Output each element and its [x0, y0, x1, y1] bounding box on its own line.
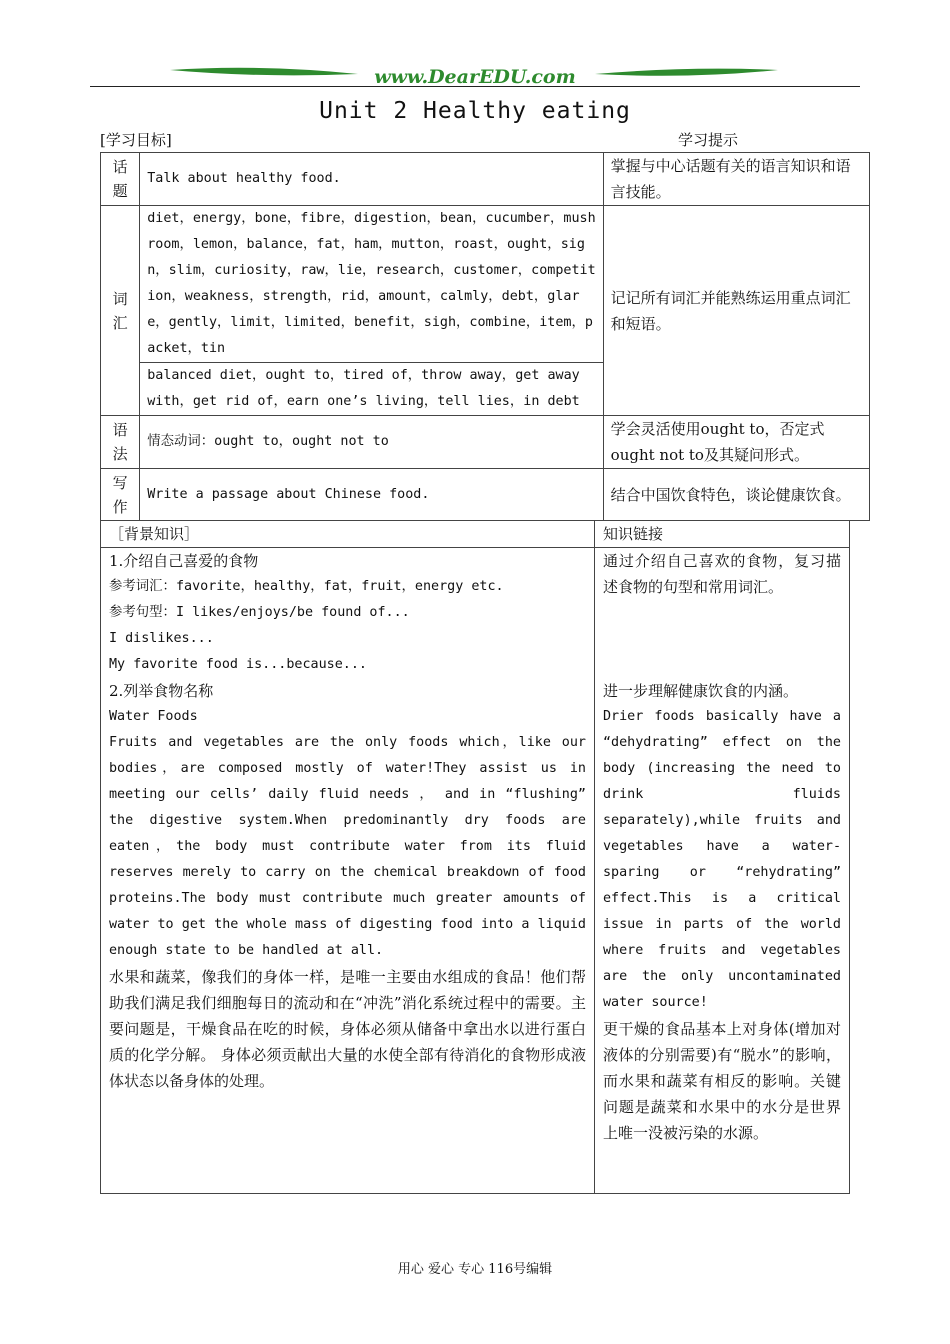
background-content: [101, 548, 595, 1194]
page-title: Unit 2 Healthy eating: [319, 98, 631, 124]
table-row: [101, 469, 870, 521]
links-content: [595, 548, 850, 1194]
section-2-chinese-text: 水果和蔬菜，像我们的身体一样，是唯一主要由水组成的食品！他们帮助我们满足我们细胞每日的流动和在“冲洗”消化系统过程中的需要。主要问题是，干燥食品在吃的时候，身体必须从储备中拿出水以进行蛋白质的化学分解。 身体必须贡献出大量的水使全部有待消化的食物形成液体状态以备身体的处理。: [109, 968, 586, 1090]
banner-swoosh-right: [595, 69, 778, 76]
label-tips: 学习提示: [678, 131, 739, 149]
section-1-line: My favorite food is...because...: [109, 657, 367, 672]
links-header: 知识链接: [595, 521, 850, 548]
category-cell: 话 题: [101, 153, 140, 206]
link-2-chinese-text: 更干燥的食品基本上对身体(增加对液体的分别需要)有“脱水”的影响，而水果和蔬菜有相反的影响。关键问题是蔬菜和水果中的水分是世界上唯一没被污染的水源。: [603, 1020, 841, 1142]
section-1-line: I dislikes...: [109, 631, 214, 646]
content-cell: Write a passage about Chinese food.: [140, 469, 603, 521]
site-banner-logo: [90, 62, 860, 92]
table-row: [101, 548, 850, 1194]
section-1-title: 1.介绍自己喜爱的食物: [109, 552, 259, 570]
link-2-title: 进一步理解健康饮食的内涵。: [603, 682, 799, 700]
background-header: ［背景知识］: [101, 521, 595, 548]
content-cell: balanced diet，ought to，tired of，throw away，get away with，get rid of，earn one’s living，tell lies，in debt: [140, 363, 603, 416]
header-rule: [90, 86, 860, 87]
section-2-title: 2.列举食物名称: [109, 682, 214, 700]
tip-cell: 记记所有词汇并能熟练运用重点词汇和短语。: [603, 206, 869, 416]
category-cell: 词 汇: [101, 206, 140, 416]
section-2-subtitle: Water Foods: [109, 709, 198, 724]
category-cell: 语 法: [101, 416, 140, 469]
table-row: [101, 416, 870, 469]
tip-cell: 结合中国饮食特色，谈论健康饮食。: [603, 469, 869, 521]
background-table: [100, 520, 850, 1194]
table-row: [101, 153, 870, 206]
content-cell: diet，energy，bone，fibre，digestion，bean，cucumber，mushroom，lemon，balance，fat，ham，mutton，roast，ought，sign，slim，curiosity，raw，lie，research，customer，competition，weakness，strength，rid，amount，calmly，debt，glare，gently，limit，limited，benefit，sigh，combine，item，packet，tin: [140, 206, 603, 363]
tip-cell: 学会灵活使用ought to，否定式ought not to及其疑问形式。: [603, 416, 869, 469]
section-2-english-text: Fruits and vegetables are the only foods which，like our bodies，are composed mostly of water!They assist us in meeting our cells’ daily fluid needs ， and in “flushing” the digestive system.When predominantly dry foods are eaten，the body must contribute water from its fluid reserves merely to carry on the chemical breakdown of food proteins.The body must contribute much greater amounts of water to get the whole mass of digesting food into a liquid enough state to be handled at all.: [109, 735, 586, 958]
content-cell: Talk about healthy food.: [140, 153, 603, 206]
section-1-sentences: 参考句型：I likes/enjoys/be found of...: [109, 605, 410, 620]
link-2-english-text: Drier foods basically have a “dehydrating” effect on the body (increasing the need to drink fluids separately),while fruits and vegetables have a water-sparing or “rehydrating” effect.This is a critical issue in parts of the world where fruits and vegetables are the only uncontaminated water source!: [603, 709, 841, 1010]
spacer: [603, 600, 841, 678]
category-cell: 写 作: [101, 469, 140, 521]
content-cell: 情态动词：ought to，ought not to: [140, 416, 603, 469]
link-1-text: 通过介绍自己喜欢的食物，复习描述食物的句型和常用词汇。: [603, 552, 841, 596]
goals-table: [100, 152, 870, 521]
page-footer: 用心 爱心 专心 116号编辑: [397, 1262, 553, 1277]
label-goals: [学习目标]: [100, 131, 172, 149]
table-row: [101, 521, 850, 548]
section-1-vocab: 参考词汇：favorite，healthy，fat，fruit，energy etc.: [109, 579, 504, 594]
banner-site-text: www.DearEDU.com: [374, 66, 576, 88]
tip-cell: 掌握与中心话题有关的语言知识和语言技能。: [603, 153, 869, 206]
table-row: [101, 206, 870, 363]
banner-swoosh-left: [170, 68, 358, 76]
